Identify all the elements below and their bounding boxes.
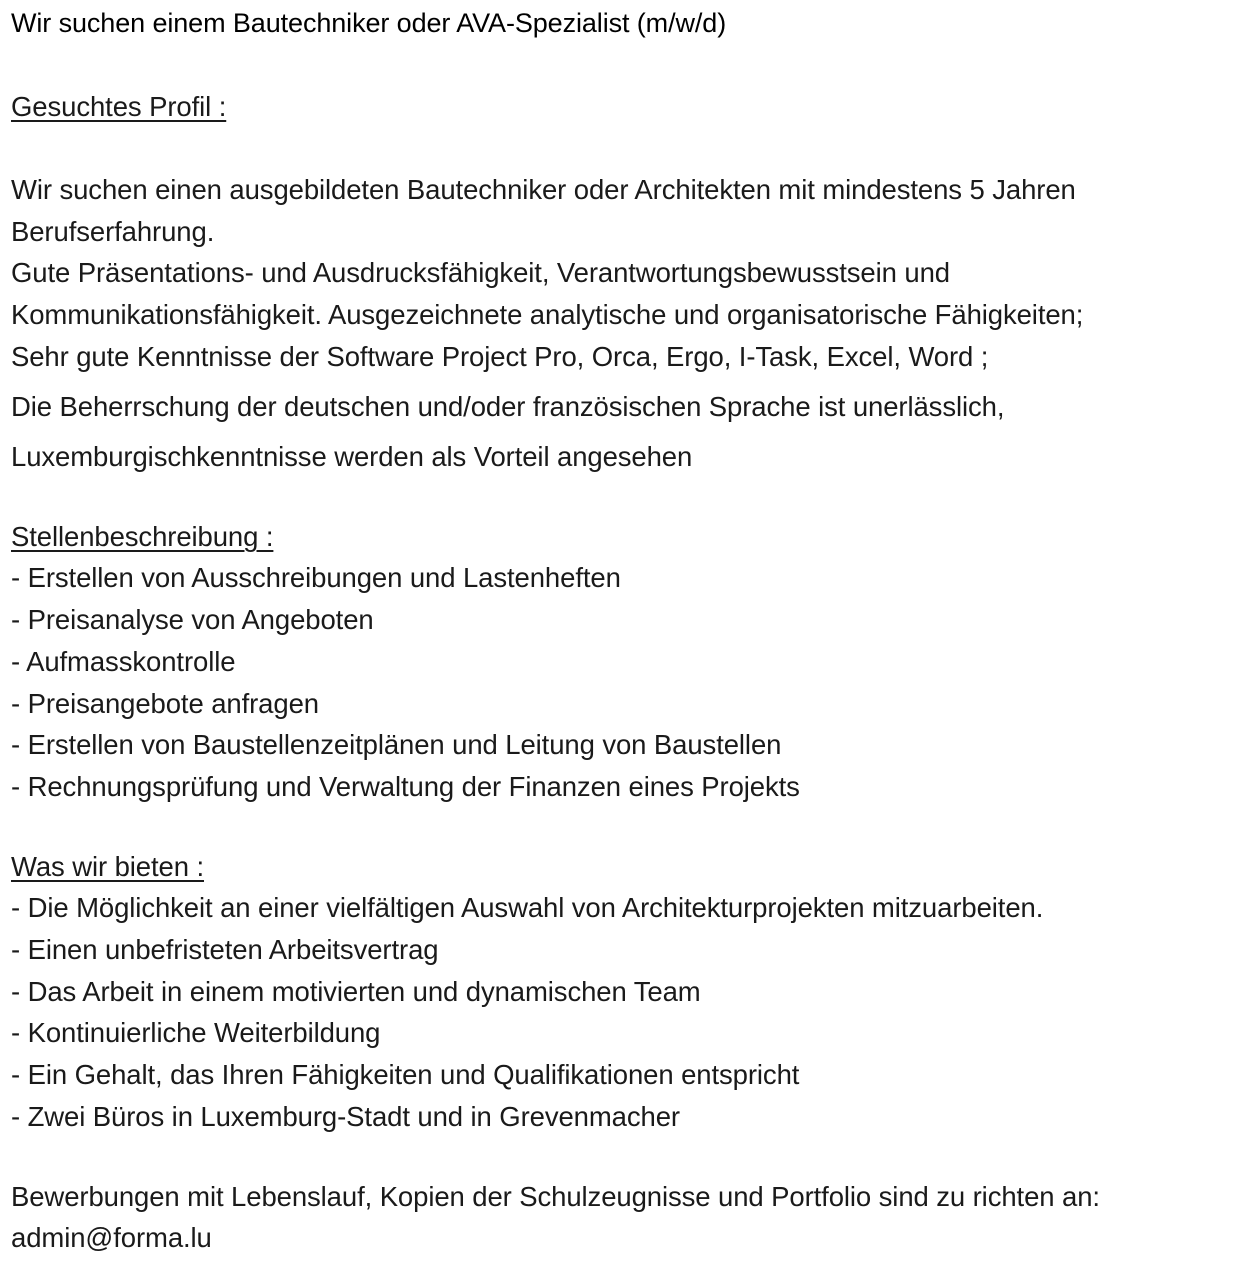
posting-title: Wir suchen einem Bautechniker oder AVA-Spezialist (m/w/d) [11, 8, 727, 38]
job-description-item: - Preisanalyse von Angeboten [11, 604, 374, 635]
job-description-heading: Stellenbeschreibung : [11, 521, 274, 552]
profile-line: Gute Präsentations- und Ausdrucksfähigkeit, Verantwortungsbewusstsein und [11, 257, 950, 288]
offer-item: - Das Arbeit in einem motivierten und dynamischen Team [11, 976, 701, 1007]
job-description-item: - Preisangebote anfragen [11, 688, 319, 719]
offer-item: - Kontinuierliche Weiterbildung [11, 1017, 381, 1048]
application-email: admin@forma.lu [11, 1222, 212, 1253]
profile-line: Luxemburgischkenntnisse werden als Vorteil angesehen [11, 441, 693, 472]
offer-item: - Die Möglichkeit an einer vielfältigen Auswahl von Architekturprojekten mitzuarbeiten. [11, 892, 1044, 923]
offer-item: - Ein Gehalt, das Ihren Fähigkeiten und Qualifikationen entspricht [11, 1059, 800, 1090]
job-description-item: - Aufmasskontrolle [11, 646, 236, 677]
profile-line: Kommunikationsfähigkeit. Ausgezeichnete analytische und organisatorische Fähigkeiten; [11, 299, 1084, 330]
job-description-item: - Erstellen von Baustellenzeitplänen und Leitung von Baustellen [11, 729, 782, 760]
profile-heading: Gesuchtes Profil : [11, 91, 227, 122]
profile-line: Sehr gute Kenntnisse der Software Project Pro, Orca, Ergo, I-Task, Excel, Word ; [11, 341, 989, 372]
profile-line: Wir suchen einen ausgebildeten Bautechniker oder Architekten mit mindestens 5 Jahren [11, 174, 1076, 205]
offer-heading: Was wir bieten : [11, 851, 204, 882]
offer-item: - Einen unbefristeten Arbeitsvertrag [11, 934, 439, 965]
offer-item: - Zwei Büros in Luxemburg-Stadt und in Grevenmacher [11, 1101, 680, 1132]
job-description-item: - Erstellen von Ausschreibungen und Lastenheften [11, 562, 621, 593]
job-description-item: - Rechnungsprüfung und Verwaltung der Finanzen eines Projekts [11, 771, 800, 802]
application-instructions: Bewerbungen mit Lebenslauf, Kopien der Schulzeugnisse und Portfolio sind zu richten an: [11, 1181, 1100, 1212]
profile-line: Die Beherrschung der deutschen und/oder französischen Sprache ist unerlässlich, [11, 391, 1005, 422]
profile-line: Berufserfahrung. [11, 216, 215, 247]
